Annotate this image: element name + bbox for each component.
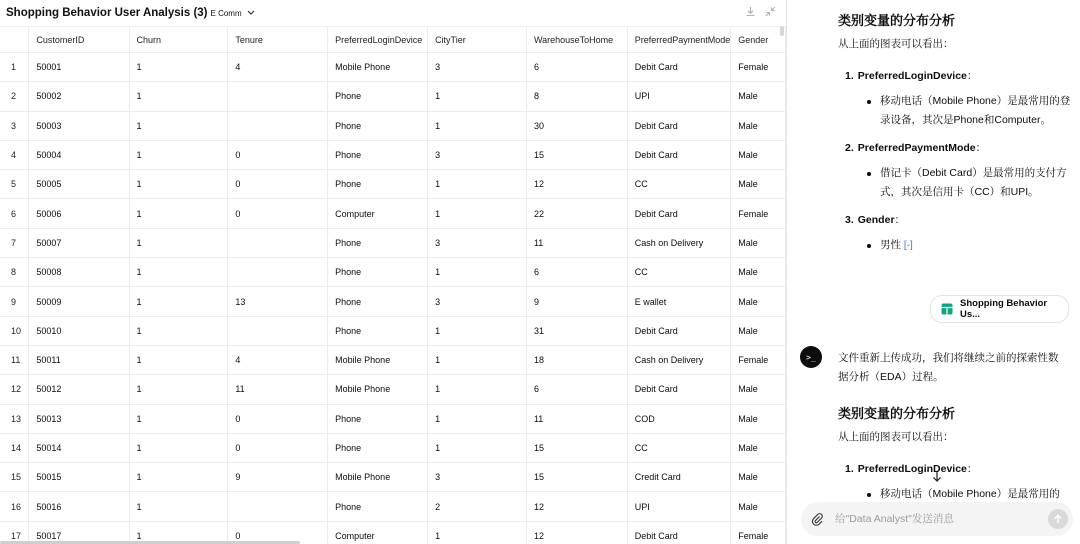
table-cell[interactable]: 12 (526, 492, 627, 521)
table-cell[interactable]: CC (627, 433, 731, 462)
table-row (0, 111, 786, 140)
table-cell[interactable]: 1 (428, 521, 527, 544)
section-intro: 从上面的图表可以看出： (838, 38, 954, 50)
row-index-cell[interactable]: 13 (0, 404, 29, 433)
table-cell[interactable]: 11 (526, 404, 627, 433)
bullet-dot (867, 493, 871, 497)
table-cell[interactable]: 1 (129, 258, 228, 287)
list-item-2-title: 2. PreferredPaymentMode： (845, 142, 987, 154)
table-cell[interactable]: CC (627, 258, 731, 287)
table-cell[interactable]: 1 (129, 199, 228, 228)
table-cell[interactable]: 1 (428, 170, 527, 199)
table-cell[interactable]: Computer (328, 521, 428, 544)
list-item-1-bullet: 移动电话（Mobile Phone）是最常用的 (880, 488, 1060, 500)
table-cell[interactable]: 9 (228, 463, 328, 492)
column-header[interactable]: WarehouseToHome (526, 27, 627, 53)
table-cell[interactable]: 1 (428, 404, 527, 433)
collapse-icon[interactable] (764, 5, 776, 17)
table-cell[interactable]: Female (731, 345, 786, 374)
table-cell[interactable]: Phone (328, 433, 428, 462)
table-cell[interactable]: 50006 (29, 199, 129, 228)
table-cell[interactable]: Female (731, 521, 786, 544)
table-cell[interactable]: 4 (228, 53, 328, 82)
table-cell[interactable]: 15 (526, 463, 627, 492)
table-cell[interactable]: Phone (328, 82, 428, 111)
table-cell[interactable]: 11 (228, 375, 328, 404)
table-cell[interactable]: 1 (428, 199, 527, 228)
table-cell[interactable]: Male (731, 404, 786, 433)
row-index-cell[interactable]: 5 (0, 170, 29, 199)
table-cell[interactable]: Cash on Delivery (627, 228, 731, 257)
section-heading: 类别变量的分布分析 (838, 13, 956, 28)
row-index-cell[interactable]: 11 (0, 345, 29, 374)
table-cell[interactable]: Phone (328, 404, 428, 433)
table-cell[interactable]: Phone (328, 316, 428, 345)
table-cell[interactable]: 15 (526, 433, 627, 462)
table-cell[interactable]: 1 (129, 433, 228, 462)
table-cell[interactable]: Phone (328, 170, 428, 199)
list-item-3-title: 3. Gender： (845, 214, 906, 226)
table-cell[interactable]: 1 (428, 433, 527, 462)
table-cell[interactable] (228, 316, 328, 345)
table-cell[interactable]: 50014 (29, 433, 129, 462)
table-cell[interactable]: Phone (328, 492, 428, 521)
table-cell[interactable]: E wallet (627, 287, 731, 316)
section-intro: 从上面的图表可以看出： (838, 431, 954, 443)
row-index-header[interactable] (0, 27, 29, 53)
table-cell[interactable]: 0 (228, 170, 328, 199)
table-row (0, 228, 786, 257)
table-cell[interactable]: Debit Card (627, 53, 731, 82)
table-cell[interactable]: 1 (129, 316, 228, 345)
table-cell[interactable]: Debit Card (627, 199, 731, 228)
row-index-cell[interactable]: 15 (0, 463, 29, 492)
table-cell[interactable]: Mobile Phone (328, 53, 428, 82)
table-cell[interactable]: Male (731, 433, 786, 462)
list-item-1-bullet: 移动电话（Mobile Phone）是最常用的登录设备，其次是Phone和Computer。 (880, 95, 1071, 126)
table-cell[interactable]: 1 (129, 82, 228, 111)
row-index-cell[interactable]: 9 (0, 287, 29, 316)
table-cell[interactable]: 50009 (29, 287, 129, 316)
table-row (0, 199, 786, 228)
table-cell[interactable]: 50017 (29, 521, 129, 544)
table-cell[interactable]: 1 (428, 345, 527, 374)
table-cell[interactable]: Female (731, 199, 786, 228)
scroll-down-arrow-icon[interactable] (930, 470, 944, 484)
section-heading: 类别变量的分布分析 (838, 406, 956, 421)
column-header[interactable]: CityTier (428, 27, 527, 53)
column-header[interactable]: PreferredLoginDevice (328, 27, 428, 53)
table-cell[interactable]: Phone (328, 228, 428, 257)
table-cell[interactable]: Male (731, 375, 786, 404)
table-cell[interactable]: 3 (428, 140, 527, 169)
row-index-cell[interactable]: 1 (0, 53, 29, 82)
column-header[interactable]: CustomerID (29, 27, 129, 53)
row-index-cell[interactable]: 12 (0, 375, 29, 404)
assistant-message: 文件重新上传成功，我们将继续之前的探索性数据分析（EDA）过程。 (838, 352, 1059, 383)
table-row (0, 492, 786, 521)
table-cell[interactable]: 1 (129, 521, 228, 544)
table-cell[interactable]: 50015 (29, 463, 129, 492)
table-cell[interactable]: 1 (129, 287, 228, 316)
table-cell[interactable]: 4 (228, 345, 328, 374)
table-cell[interactable]: 3 (428, 53, 527, 82)
assistant-avatar: >_ (800, 346, 822, 368)
table-cell[interactable]: 31 (526, 316, 627, 345)
column-header[interactable]: Churn (129, 27, 228, 53)
table-cell[interactable]: Phone (328, 258, 428, 287)
table-cell[interactable]: 1 (129, 53, 228, 82)
table-cell[interactable]: Mobile Phone (328, 463, 428, 492)
table-cell[interactable]: 0 (228, 521, 328, 544)
table-cell[interactable]: 1 (129, 111, 228, 140)
table-cell[interactable]: 1 (129, 375, 228, 404)
table-cell[interactable]: 1 (129, 170, 228, 199)
row-index-cell[interactable]: 3 (0, 111, 29, 140)
table-cell[interactable] (228, 492, 328, 521)
table-cell[interactable]: Male (731, 463, 786, 492)
column-header[interactable]: Gender (731, 27, 786, 53)
vertical-scrollbar[interactable] (780, 26, 784, 36)
table-row (0, 140, 786, 169)
table-cell[interactable]: Mobile Phone (328, 345, 428, 374)
table-cell[interactable]: Male (731, 140, 786, 169)
table-cell[interactable]: Male (731, 228, 786, 257)
table-cell[interactable]: 15 (526, 140, 627, 169)
citation-link[interactable]: [-] (903, 240, 913, 251)
table-cell[interactable]: 50007 (29, 228, 129, 257)
row-index-cell[interactable]: 8 (0, 258, 29, 287)
table-cell[interactable] (228, 82, 328, 111)
table-cell[interactable]: 11 (526, 228, 627, 257)
table-cell[interactable]: 50010 (29, 316, 129, 345)
chevron-down-icon[interactable] (246, 8, 256, 18)
row-index-cell[interactable]: 10 (0, 316, 29, 345)
table-cell[interactable]: 50008 (29, 258, 129, 287)
chat-pane (788, 0, 1080, 544)
table-cell[interactable]: 3 (428, 287, 527, 316)
table-cell[interactable]: 50001 (29, 53, 129, 82)
table-cell[interactable]: 3 (428, 463, 527, 492)
table-cell[interactable]: 12 (526, 521, 627, 544)
table-cell[interactable]: 1 (428, 111, 527, 140)
bullet-dot (867, 244, 871, 248)
table-cell[interactable]: 13 (228, 287, 328, 316)
table-cell[interactable]: COD (627, 404, 731, 433)
table-header-row (0, 27, 786, 53)
table-row (0, 404, 786, 433)
table-cell[interactable]: Male (731, 82, 786, 111)
bullet-dot (867, 172, 871, 176)
data-table (0, 26, 786, 544)
row-index-cell[interactable]: 16 (0, 492, 29, 521)
message-input[interactable] (835, 513, 1035, 525)
table-row (0, 258, 786, 287)
table-cell[interactable]: Male (731, 170, 786, 199)
send-button[interactable] (1048, 509, 1068, 529)
column-header[interactable]: PreferredPaymentMode (627, 27, 731, 53)
table-cell[interactable]: 1 (428, 316, 527, 345)
table-cell[interactable]: 6 (526, 258, 627, 287)
sheet-name[interactable]: E Comm (210, 8, 242, 18)
row-index-cell[interactable]: 4 (0, 140, 29, 169)
table-cell[interactable]: Male (731, 258, 786, 287)
table-cell[interactable]: Male (731, 287, 786, 316)
table-cell[interactable]: 3 (428, 228, 527, 257)
table-row (0, 316, 786, 345)
table-cell[interactable]: 0 (228, 140, 328, 169)
table-cell[interactable]: Phone (328, 287, 428, 316)
table-cell[interactable]: 1 (129, 492, 228, 521)
table-cell[interactable]: 0 (228, 199, 328, 228)
spreadsheet-icon (941, 303, 953, 315)
table-row (0, 53, 786, 82)
table-cell[interactable]: 1 (428, 258, 527, 287)
row-index-cell[interactable]: 6 (0, 199, 29, 228)
paperclip-icon[interactable] (811, 512, 825, 526)
table-cell[interactable]: 0 (228, 433, 328, 462)
table-cell[interactable]: 1 (428, 82, 527, 111)
download-icon[interactable] (744, 5, 756, 17)
table-cell[interactable]: Credit Card (627, 463, 731, 492)
table-cell[interactable]: Phone (328, 111, 428, 140)
bullet-dot (867, 100, 871, 104)
file-viewer-header (0, 0, 786, 26)
table-cell[interactable]: Debit Card (627, 111, 731, 140)
table-cell[interactable]: Debit Card (627, 521, 731, 544)
list-item-2-bullet: 借记卡（Debit Card）是最常用的支付方式，其次是信用卡（CC）和UPI。 (880, 167, 1067, 198)
table-row (0, 463, 786, 492)
table-cell[interactable]: CC (627, 170, 731, 199)
table-cell[interactable]: 12 (526, 170, 627, 199)
row-index-cell[interactable]: 2 (0, 82, 29, 111)
table-cell[interactable] (228, 258, 328, 287)
table-cell[interactable]: 22 (526, 199, 627, 228)
column-header[interactable]: Tenure (228, 27, 328, 53)
table-cell[interactable]: 50003 (29, 111, 129, 140)
list-item-1-title: 1. PreferredLoginDevice： (845, 70, 978, 82)
table-cell[interactable]: Debit Card (627, 140, 731, 169)
table-cell[interactable]: 50011 (29, 345, 129, 374)
table-row (0, 287, 786, 316)
table-cell[interactable]: UPI (627, 82, 731, 111)
table-cell[interactable]: 9 (526, 287, 627, 316)
table-cell[interactable]: 2 (428, 492, 527, 521)
table-cell[interactable]: 18 (526, 345, 627, 374)
row-index-cell[interactable]: 7 (0, 228, 29, 257)
table-cell[interactable]: 50012 (29, 375, 129, 404)
table-cell[interactable]: 30 (526, 111, 627, 140)
table-cell[interactable]: 50004 (29, 140, 129, 169)
table-cell[interactable]: 1 (129, 228, 228, 257)
table-cell[interactable]: Male (731, 492, 786, 521)
row-index-cell[interactable]: 14 (0, 433, 29, 462)
table-row (0, 82, 786, 111)
file-title: Shopping Behavior User Analysis (3) (6, 7, 208, 19)
table-cell[interactable]: 1 (129, 345, 228, 374)
table-cell[interactable]: UPI (627, 492, 731, 521)
row-index-cell[interactable]: 17 (0, 521, 29, 544)
table-cell[interactable]: Female (731, 53, 786, 82)
table-cell[interactable]: 1 (129, 463, 228, 492)
file-chip-label: Shopping Behavior Us... (960, 298, 1048, 320)
table-cell[interactable]: 1 (129, 404, 228, 433)
list-item-1-title: 1. PreferredLoginDevice： (845, 463, 978, 475)
table-row (0, 433, 786, 462)
table-cell[interactable]: 1 (129, 140, 228, 169)
table-cell[interactable]: 50002 (29, 82, 129, 111)
table-cell[interactable] (228, 228, 328, 257)
table-cell[interactable]: 8 (526, 82, 627, 111)
table-cell[interactable] (228, 111, 328, 140)
table-row (0, 345, 786, 374)
table-cell[interactable]: Phone (328, 140, 428, 169)
table-cell[interactable]: Male (731, 111, 786, 140)
table-row (0, 170, 786, 199)
table-cell[interactable]: Cash on Delivery (627, 345, 731, 374)
table-cell[interactable]: 50005 (29, 170, 129, 199)
table-cell[interactable]: 6 (526, 375, 627, 404)
table-row (0, 375, 786, 404)
message-composer (801, 502, 1073, 536)
table-cell[interactable]: Mobile Phone (328, 375, 428, 404)
table-cell[interactable]: Computer (328, 199, 428, 228)
list-item-3-bullet: 男性 [-] (880, 239, 913, 251)
table-cell[interactable]: 1 (428, 375, 527, 404)
table-cell[interactable]: Debit Card (627, 375, 731, 404)
table-cell[interactable]: Male (731, 316, 786, 345)
table-cell[interactable]: 0 (228, 404, 328, 433)
table-cell[interactable]: Debit Card (627, 316, 731, 345)
file-attachment-chip[interactable] (930, 295, 1069, 323)
table-cell[interactable]: 50013 (29, 404, 129, 433)
table-cell[interactable]: 6 (526, 53, 627, 82)
table-cell[interactable]: 50016 (29, 492, 129, 521)
